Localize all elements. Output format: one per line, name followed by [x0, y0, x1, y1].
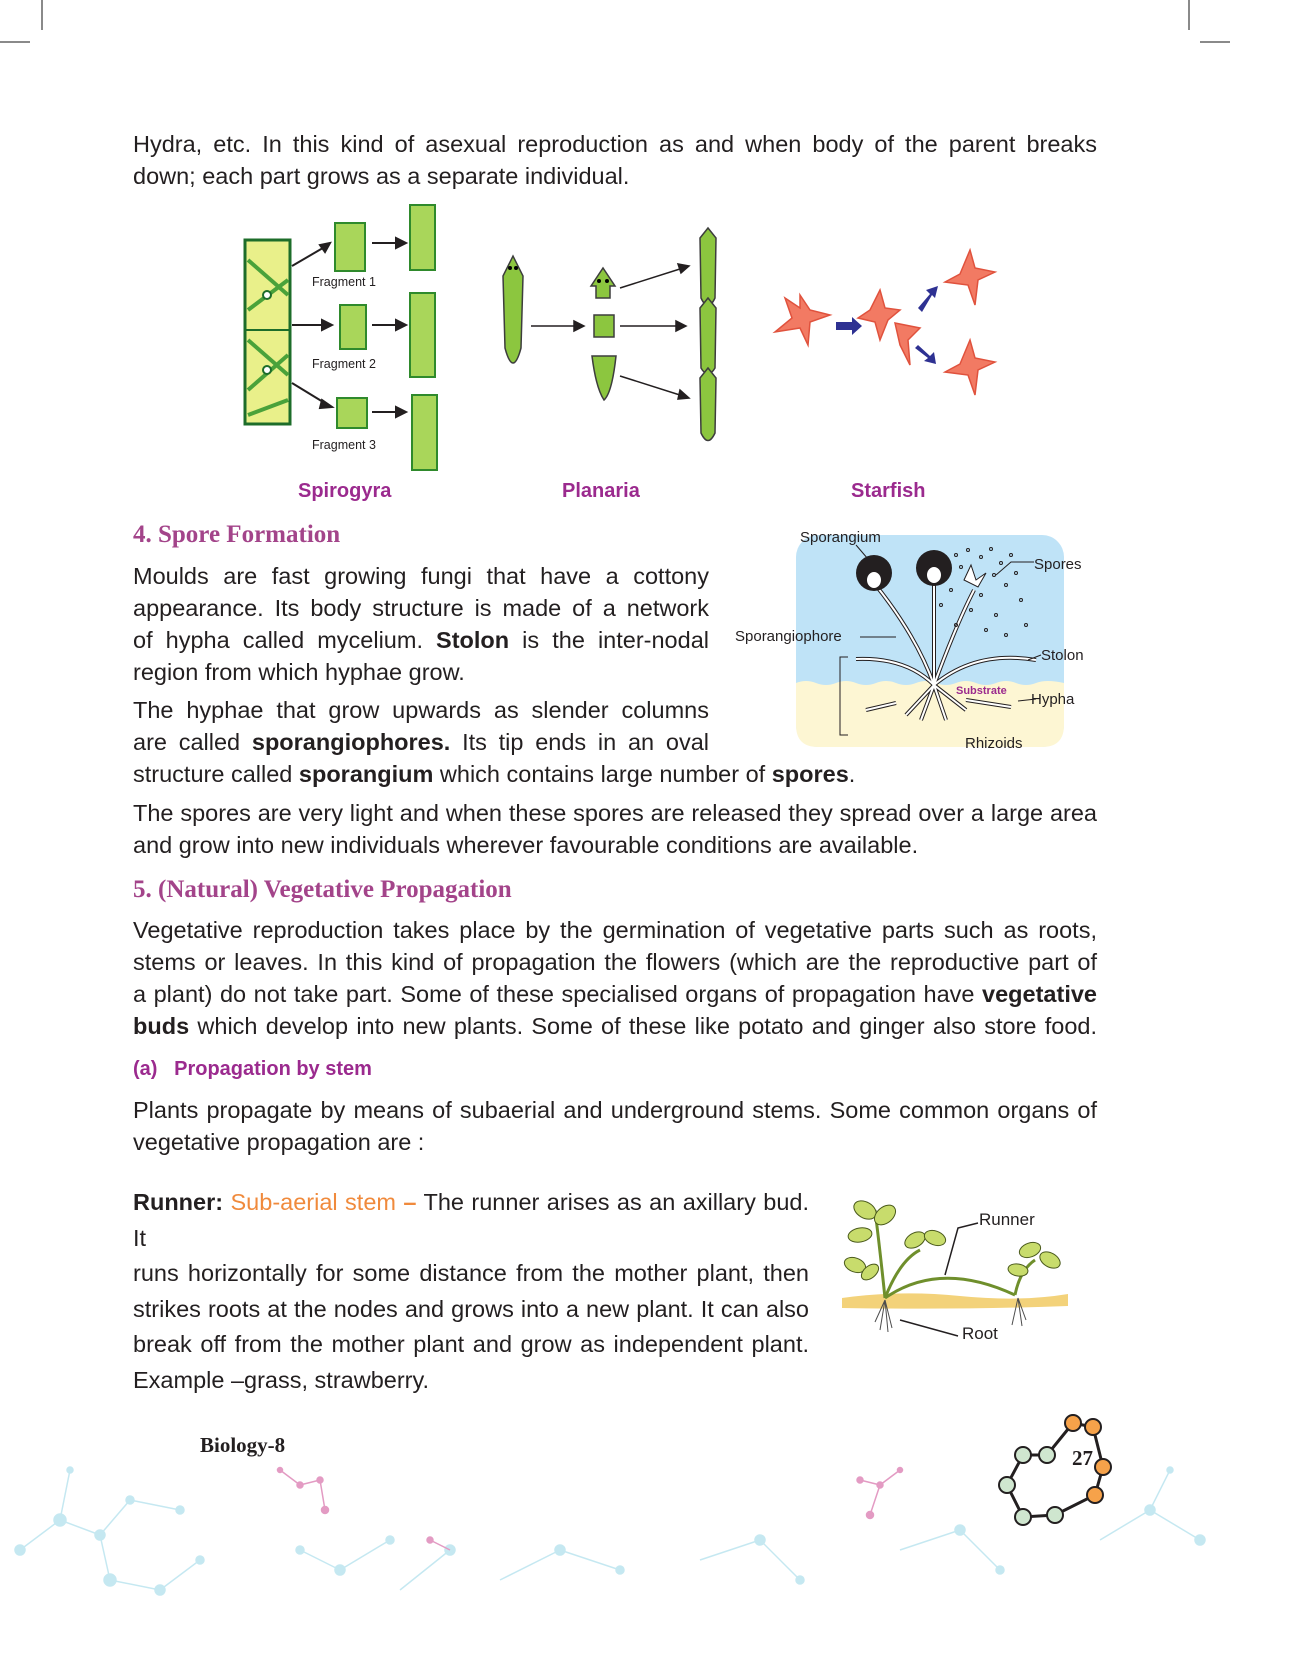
spore-para-3-line-1: The spores are very light and when these spores are released they spread over a large area	[133, 800, 1097, 826]
stem-line-2: vegetative propagation are :	[133, 1129, 425, 1155]
intro-paragraph	[133, 128, 1097, 192]
crop-mark-vertical-left	[41, 0, 43, 30]
caption-spirogyra: Spirogyra	[298, 480, 392, 502]
fragment-1-label: Fragment 1	[312, 275, 376, 289]
spirogyra-illustration	[240, 200, 450, 470]
label-spores: Spores	[1034, 556, 1082, 573]
stem-line-1: Plants propagate by means of subaerial and underground stems. Some common organs of	[133, 1097, 1097, 1123]
runner-line-1	[133, 1185, 809, 1256]
text-span: are called	[133, 729, 252, 755]
starfish-new-1	[945, 250, 995, 305]
fragment-2-label: Fragment 2	[312, 357, 376, 371]
label-rhizoids: Rhizoids	[965, 735, 1023, 752]
vegetative-paragraph	[133, 914, 1097, 1042]
label-runner: Runner	[979, 1210, 1035, 1229]
text-span: .	[848, 761, 856, 787]
label-root: Root	[962, 1324, 998, 1343]
book-title: Biology-8	[200, 1433, 286, 1457]
planaria-regenerated-1	[700, 228, 716, 306]
planaria-head-piece	[591, 268, 615, 298]
intro-line-1: Hydra, etc. In this kind of asexual reproduction as and when body of the parent breaks	[133, 131, 1097, 157]
spore-para-1-line-1: Moulds are fast growing fungi that have a cottony	[133, 563, 709, 589]
runner-paragraph	[133, 1185, 809, 1398]
starfish-broken	[858, 290, 900, 340]
runner-line-4: break off from the mother plant and grow as independent plant.	[133, 1331, 809, 1357]
starfish-arm	[895, 323, 920, 365]
term-runner: Runner:	[133, 1189, 224, 1215]
term-vegetative: vegetative	[982, 981, 1097, 1007]
blue-arrow-up	[918, 286, 938, 312]
text-span: a plant) do not take part. Some of these specialised organs of propagation have	[133, 981, 983, 1007]
text-span: which contains large number of	[433, 761, 772, 787]
soil	[842, 1293, 1068, 1308]
text-span: Its tip ends in an oval	[450, 729, 709, 755]
label-sporangium: Sporangium	[800, 529, 881, 546]
text-span: structure called	[133, 761, 299, 787]
text-span: is the inter-nodal	[509, 627, 709, 653]
spore-para-3	[133, 797, 1097, 861]
crop-mark-horizontal-left	[0, 41, 30, 43]
planaria-illustration	[488, 228, 728, 458]
section-4-heading: 4. Spore Formation	[133, 521, 341, 548]
label-sporangiophore: Sporangiophore	[735, 628, 842, 645]
crop-mark-horizontal-right	[1200, 41, 1230, 43]
spore-para-2-line-2	[133, 726, 709, 758]
spore-para-1-line-3	[133, 624, 709, 656]
vegetative-line-1: Vegetative reproduction takes place by the germination of vegetative parts such as roots,	[133, 917, 1097, 943]
crop-mark-vertical-right	[1188, 0, 1190, 30]
text-span: which develop into new plants. Some of these like potato and ginger also store food.	[189, 1013, 1097, 1039]
subsection-a-heading: (a) Propagation by stem	[133, 1058, 372, 1080]
spore-para-1	[133, 560, 709, 688]
planaria-regenerated-3	[700, 368, 716, 441]
vegetative-line-4	[133, 1010, 1097, 1042]
propagation-stem-paragraph	[133, 1094, 1097, 1158]
term-stolon: Stolon	[436, 627, 510, 653]
blue-arrow-right	[836, 317, 862, 335]
dash: –	[395, 1189, 417, 1215]
vegetative-line-3	[133, 978, 1097, 1010]
term-sporangium: sporangium	[298, 761, 434, 787]
fragment-3-label: Fragment 3	[312, 438, 376, 452]
starfish-illustration	[770, 250, 1000, 400]
text-span: The runner arises as an axillary bud. It	[133, 1189, 809, 1251]
planaria-mid-piece	[594, 315, 614, 337]
spore-para-3-line-2: and grow into new individuals wherever favourable conditions are available.	[133, 832, 919, 858]
planaria-tail-piece	[592, 356, 616, 400]
runner-plant-illustration	[840, 1190, 1070, 1350]
text-span: of hypha called mycelium.	[133, 627, 437, 653]
runner-line-3: strikes roots at the nodes and grows into a new plant. It can also	[133, 1295, 809, 1322]
term-spores: spores	[771, 761, 849, 787]
spore-para-2-line-3	[133, 758, 1093, 790]
planaria-whole	[503, 256, 523, 363]
spore-para-2-line-1: The hyphae that grow upwards as slender columns	[133, 697, 709, 723]
spore-para-1-line-2: appearance. Its body structure is made of a network	[133, 595, 709, 621]
runner-type: Sub-aerial stem	[223, 1189, 396, 1215]
label-hypha: Hypha	[1031, 691, 1075, 708]
vegetative-line-2: stems or leaves. In this kind of propagation the flowers (which are the reproductive part of	[133, 949, 1097, 975]
spirogyra-filament	[245, 240, 290, 424]
caption-starfish: Starfish	[851, 480, 926, 502]
label-substrate: Substrate	[956, 685, 1007, 697]
starfish-new-2	[945, 340, 995, 395]
blue-arrow-down	[915, 345, 936, 364]
label-stolon: Stolon	[1041, 647, 1084, 664]
intro-line-2: down; each part grows as a separate individual.	[133, 163, 630, 189]
hexagon-molecule-icon	[995, 1415, 1125, 1555]
term-sporangiophores: sporangiophores.	[251, 729, 451, 755]
runner-line-2: runs horizontally for some distance from the mother plant, then	[133, 1260, 809, 1286]
page-number: 27	[1072, 1446, 1093, 1470]
caption-planaria: Planaria	[562, 480, 640, 502]
section-5-heading: 5. (Natural) Vegetative Propagation	[133, 876, 512, 903]
spore-para-1-line-4: region from which hyphae grow.	[133, 659, 465, 685]
runner-line-5: Example –grass, strawberry.	[133, 1366, 430, 1393]
planaria-regenerated-2	[700, 298, 716, 374]
fragments	[335, 205, 437, 470]
term-buds: buds	[133, 1013, 190, 1039]
starfish-whole	[775, 295, 830, 345]
spore-para-2	[133, 694, 709, 758]
